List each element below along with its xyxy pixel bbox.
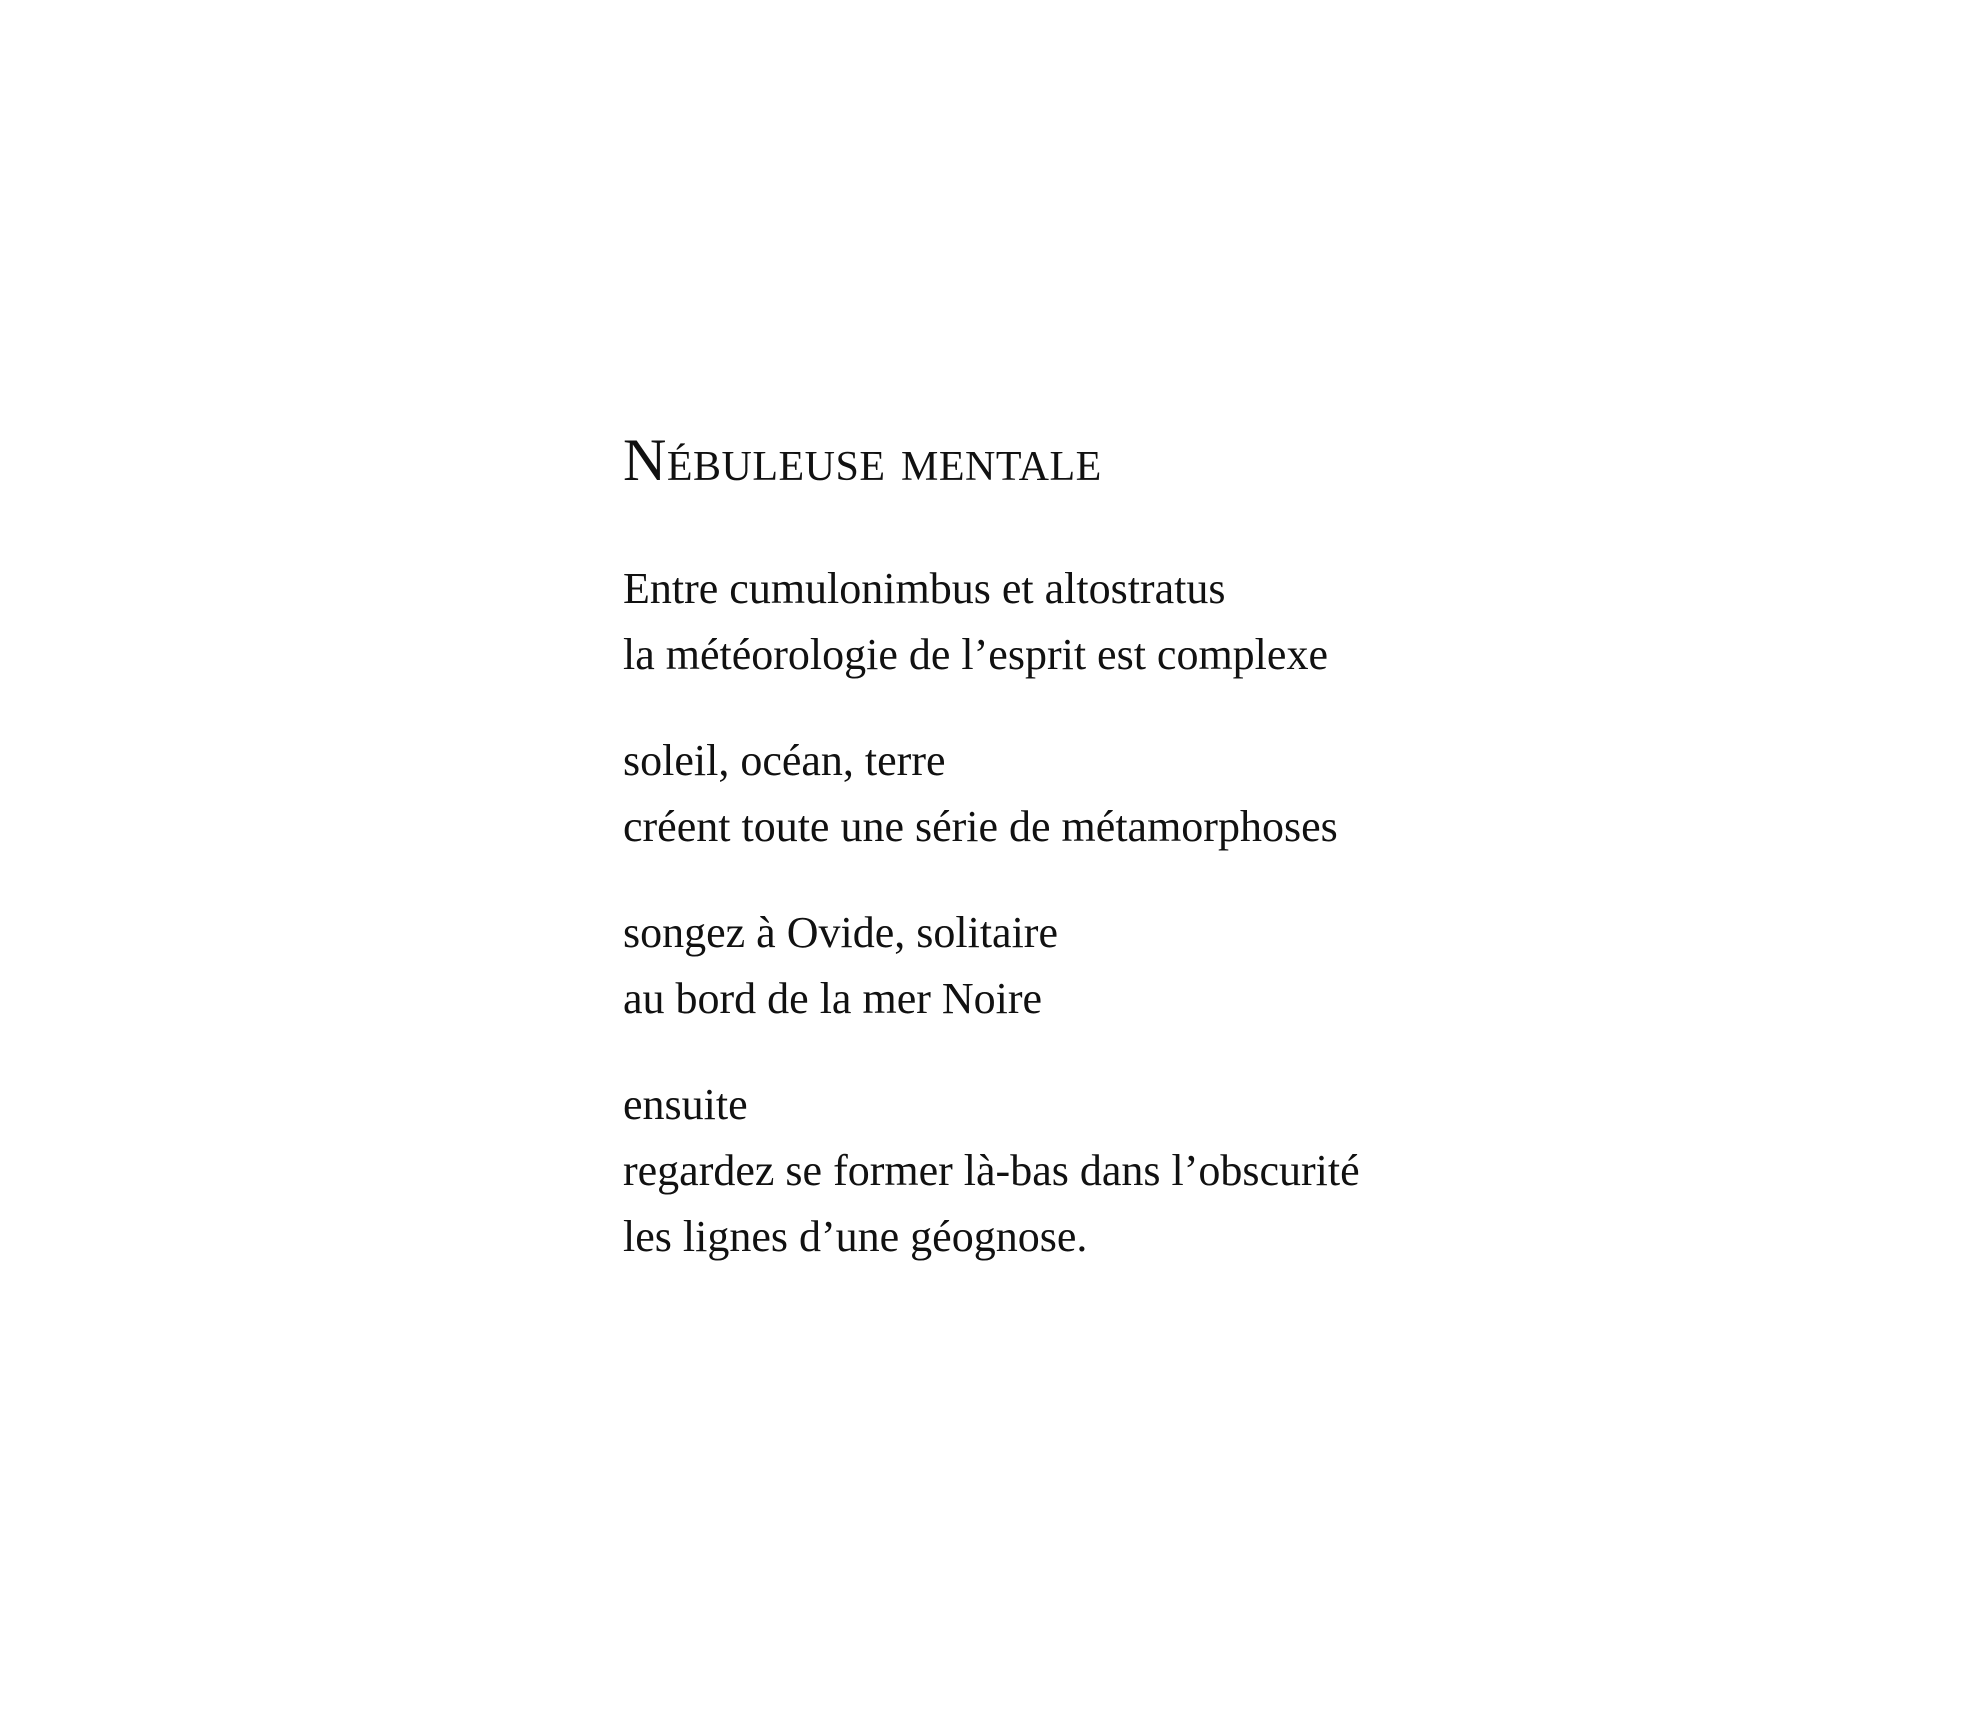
stanza-1 (623, 556, 1623, 688)
poem-line: regardez se former là-bas dans l’obscurité (623, 1146, 1360, 1195)
stanza-4 (623, 1072, 1623, 1270)
poem-line: soleil, océan, terre (623, 736, 946, 785)
stanza-2 (623, 728, 1623, 860)
poem-line: créent toute une série de métamorphoses (623, 802, 1338, 851)
poem-line: ensuite (623, 1080, 748, 1129)
poem-title: Nébuleuse mentale (623, 427, 1102, 493)
poem-line: au bord de la mer Noire (623, 974, 1043, 1023)
poem-line: les lignes d’une géognose. (623, 1212, 1088, 1261)
poem (623, 424, 1623, 1270)
poem-line: songez à Ovide, solitaire (623, 908, 1058, 957)
stanza-3 (623, 900, 1623, 1032)
poem-line: Entre cumulonimbus et altostratus (623, 564, 1226, 613)
poem-line: la météorologie de l’esprit est complexe (623, 630, 1328, 679)
